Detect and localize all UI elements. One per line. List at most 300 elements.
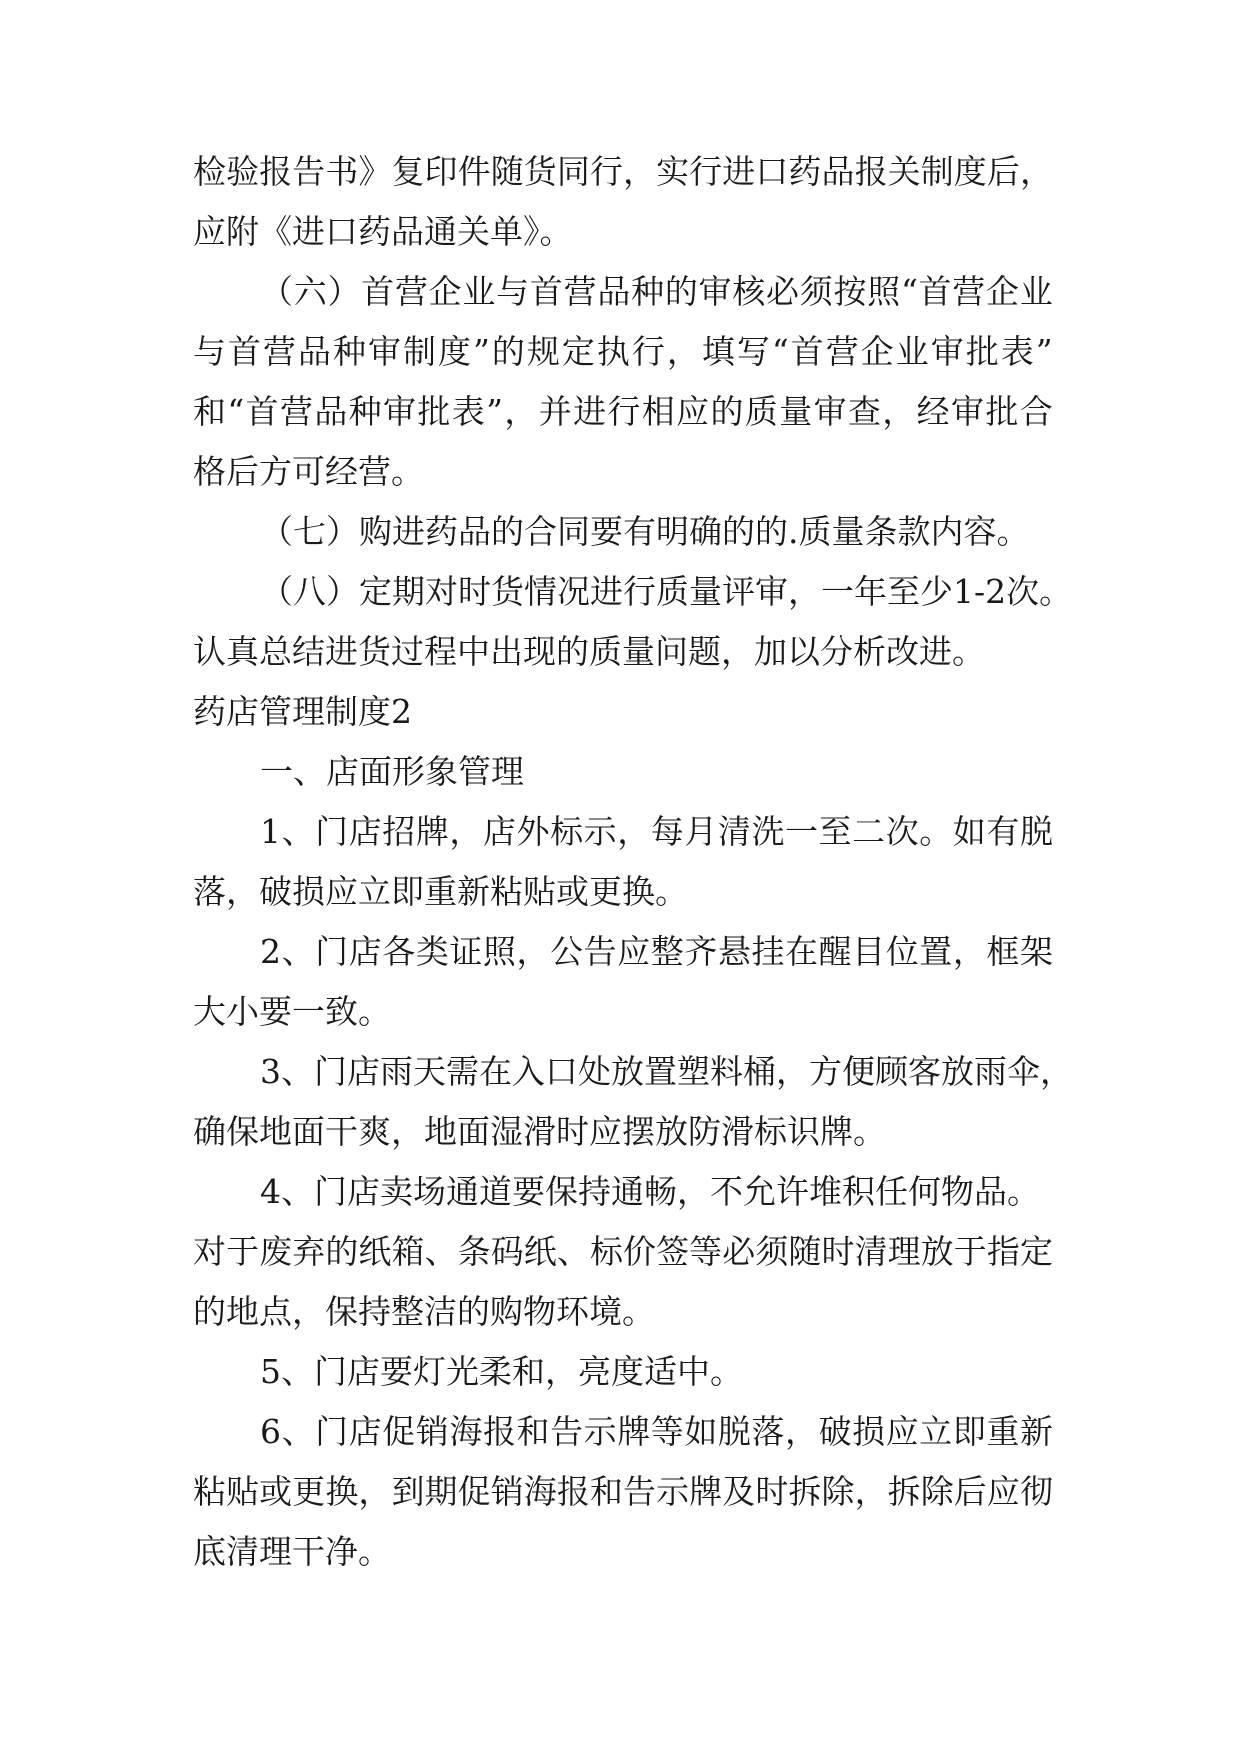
text-glyph: 按	[833, 272, 867, 311]
text-glyph: 放	[941, 1052, 974, 1091]
text-glyph: 填	[701, 332, 735, 371]
text-glyph: 种	[333, 332, 366, 371]
text-glyph: 加	[754, 632, 787, 671]
text-glyph: 审	[813, 392, 847, 431]
text-glyph: ，	[721, 632, 754, 671]
text-glyph: 雨	[380, 1052, 413, 1091]
text-glyph: 箱	[391, 1232, 425, 1271]
text-glyph: 必	[722, 1232, 756, 1271]
text-glyph: 行	[623, 572, 656, 611]
text-glyph: 内	[930, 512, 964, 551]
text-glyph: 持	[578, 1172, 611, 1211]
text-glyph: 照	[482, 932, 516, 971]
text-glyph: 纸	[358, 1232, 392, 1271]
text-glyph: 表	[451, 392, 485, 431]
text-glyph: 题	[688, 632, 721, 671]
text-glyph: 拆	[887, 1472, 921, 1511]
text-glyph: 清	[717, 812, 751, 851]
text-glyph: ，	[623, 152, 657, 191]
text-glyph: 顾	[875, 1052, 908, 1091]
paragraph-line: 落，破损应立即重新粘贴或更换。	[193, 872, 688, 911]
text-glyph: 每	[650, 812, 684, 851]
text-glyph: 条	[864, 512, 898, 551]
text-glyph: 六	[293, 272, 327, 311]
text-glyph: 有	[623, 512, 656, 551]
text-glyph: 废	[259, 1232, 293, 1271]
text-glyph: 执	[596, 332, 630, 371]
text-glyph: 更	[292, 1472, 326, 1511]
text-glyph: 营	[952, 272, 986, 311]
text-glyph: ，	[504, 392, 538, 431]
text-glyph: ）	[326, 572, 359, 611]
text-glyph: 报	[854, 152, 888, 191]
text-glyph: 伞	[1007, 1052, 1040, 1091]
text-glyph: 不	[710, 1172, 743, 1211]
text-glyph: 月	[684, 812, 718, 851]
text-glyph: 、	[281, 812, 315, 851]
text-glyph: 价	[623, 1232, 657, 1271]
text-glyph: ，	[952, 932, 986, 971]
text-glyph: 整	[650, 932, 684, 971]
text-glyph: 度	[953, 152, 987, 191]
text-glyph: 物	[941, 1172, 974, 1211]
text-glyph: 天	[413, 1052, 446, 1091]
text-glyph: 店	[348, 932, 382, 971]
text-glyph: 损	[852, 1412, 886, 1451]
text-glyph: 理	[887, 1232, 921, 1271]
text-glyph: 审	[698, 272, 732, 311]
text-glyph: ，	[788, 572, 821, 611]
text-glyph: 期	[392, 572, 425, 611]
text-glyph: 少	[920, 572, 953, 611]
text-glyph: 审	[930, 332, 964, 371]
text-glyph: 签	[656, 1232, 690, 1271]
text-glyph: 畅	[644, 1172, 677, 1211]
text-glyph: 。	[952, 632, 985, 671]
text-glyph: 检	[193, 152, 226, 191]
text-glyph: 方	[809, 1052, 842, 1091]
text-glyph: 与	[496, 272, 530, 311]
text-glyph: 质	[744, 392, 778, 431]
paragraph-line	[193, 382, 1053, 442]
text-glyph: 除	[920, 1472, 954, 1511]
text-glyph: 评	[722, 572, 755, 611]
paragraph-line	[260, 1402, 1053, 1462]
text-glyph: 。	[996, 512, 1030, 551]
text-glyph: 报	[556, 1472, 590, 1511]
text-glyph: 口	[545, 1052, 578, 1091]
text-glyph: 、	[424, 1232, 458, 1271]
text-glyph: 报	[259, 152, 293, 191]
text-glyph: 的	[722, 512, 755, 551]
text-glyph: 类	[415, 932, 449, 971]
text-glyph: 首	[918, 272, 952, 311]
paragraph-line	[193, 322, 1053, 382]
text-glyph: 弃	[292, 1232, 326, 1271]
text-glyph: 药	[425, 512, 458, 551]
text-glyph: 证	[449, 932, 483, 971]
text-glyph: 照	[867, 272, 901, 311]
text-glyph: 店	[347, 1052, 380, 1091]
text-glyph: 料	[710, 1052, 743, 1091]
text-glyph: 于	[226, 1232, 260, 1271]
text-glyph: 塑	[677, 1052, 710, 1091]
text-glyph: 桶	[743, 1052, 776, 1091]
text-glyph: 定	[1019, 1232, 1053, 1271]
text-glyph: 架	[1019, 932, 1053, 971]
text-glyph: 相	[641, 392, 675, 431]
paragraph-line	[193, 142, 1053, 202]
text-glyph: 海	[449, 1412, 483, 1451]
text-glyph: 店	[347, 1172, 380, 1211]
text-glyph: 一	[821, 572, 854, 611]
text-glyph: 、	[556, 1232, 590, 1271]
text-glyph: 条	[457, 1232, 491, 1271]
text-glyph: 规	[526, 332, 560, 371]
text-glyph: 度	[438, 332, 471, 371]
text-glyph: 合	[1019, 392, 1053, 431]
text-glyph: 进	[919, 632, 952, 671]
text-glyph: .	[788, 512, 799, 551]
text-glyph: 品	[597, 272, 631, 311]
text-glyph: 后	[953, 1472, 987, 1511]
text-glyph: “	[227, 392, 245, 431]
text-glyph: ）	[326, 512, 359, 551]
text-glyph: 脱	[1019, 812, 1053, 851]
text-glyph: 店	[482, 812, 516, 851]
text-glyph: 首	[529, 272, 563, 311]
text-glyph: 质	[656, 572, 689, 611]
text-glyph: 纸	[523, 1232, 557, 1271]
text-glyph: -	[974, 572, 986, 611]
text-glyph: 期	[424, 1472, 458, 1511]
text-glyph: 对	[193, 1232, 226, 1271]
text-glyph: 入	[512, 1052, 545, 1091]
text-glyph: 量	[779, 392, 813, 431]
text-glyph: 货	[491, 572, 524, 611]
text-glyph: 进	[392, 512, 425, 551]
text-glyph: 企	[986, 272, 1020, 311]
paragraph-line	[260, 262, 1053, 322]
text-glyph: 何	[908, 1172, 941, 1211]
text-glyph: ，	[677, 1172, 710, 1211]
text-glyph: ，	[1019, 152, 1053, 191]
text-glyph: 告	[292, 152, 326, 191]
text-glyph: 贴	[226, 1472, 260, 1511]
text-glyph: 的	[556, 632, 589, 671]
text-glyph: 1	[260, 812, 281, 851]
text-glyph: 量	[622, 632, 655, 671]
text-glyph: 外	[516, 812, 550, 851]
text-glyph: 拆	[788, 1472, 822, 1511]
text-glyph: 客	[908, 1052, 941, 1091]
text-glyph: 书	[325, 152, 359, 191]
text-glyph: 1	[953, 572, 974, 611]
text-glyph: 门	[315, 1412, 349, 1451]
text-glyph: 问	[655, 632, 688, 671]
text-glyph: 药	[788, 152, 822, 191]
text-glyph: 在	[785, 932, 818, 971]
text-glyph: 量	[689, 572, 722, 611]
text-glyph: 示	[656, 1472, 690, 1511]
text-glyph: 定	[561, 332, 595, 371]
text-glyph: 要	[590, 512, 623, 551]
text-glyph: 》	[358, 152, 392, 191]
text-glyph: ，	[854, 1472, 888, 1511]
text-glyph: 。	[1007, 1172, 1040, 1211]
text-glyph: 积	[842, 1172, 875, 1211]
text-glyph: 二	[852, 812, 886, 851]
text-glyph: 道	[479, 1172, 512, 1211]
text-glyph: 行	[631, 332, 665, 371]
text-glyph: 在	[479, 1052, 512, 1091]
text-glyph: 至	[818, 812, 852, 851]
text-glyph: ，	[785, 1412, 818, 1451]
text-glyph: 分	[820, 632, 853, 671]
text-glyph: 重	[986, 1412, 1020, 1451]
subsection-heading: 一、店面形象管理	[260, 752, 524, 791]
text-glyph: 和	[589, 1472, 623, 1511]
text-glyph: 款	[897, 512, 931, 551]
text-glyph: 4	[260, 1172, 281, 1211]
text-glyph: 容	[963, 512, 997, 551]
text-glyph: 次	[885, 812, 919, 851]
text-glyph: 、	[281, 1052, 314, 1091]
text-glyph: 实	[656, 152, 690, 191]
text-glyph: 营	[825, 332, 859, 371]
text-glyph: 的	[664, 272, 698, 311]
text-glyph: 时	[755, 1472, 789, 1511]
text-glyph: 同	[556, 152, 590, 191]
text-glyph: ，	[666, 332, 700, 371]
text-glyph: 卖	[380, 1172, 413, 1211]
paragraph-line	[260, 922, 1053, 982]
text-glyph: 种	[631, 272, 665, 311]
text-glyph: 年	[854, 572, 887, 611]
text-glyph: ，	[776, 1052, 809, 1091]
text-glyph: 许	[776, 1172, 809, 1211]
text-glyph: 批	[417, 392, 451, 431]
text-glyph: 过	[391, 632, 424, 671]
text-glyph: 行	[689, 152, 723, 191]
text-glyph: ”	[1035, 332, 1053, 371]
text-glyph: 种	[348, 392, 382, 431]
text-glyph: 等	[650, 1412, 684, 1451]
text-glyph: 与	[193, 332, 226, 371]
paragraph-line	[260, 802, 1053, 862]
text-glyph: 牌	[415, 812, 449, 851]
text-glyph: 清	[854, 1232, 888, 1271]
text-glyph: 业	[462, 272, 496, 311]
text-glyph: ）	[327, 272, 361, 311]
text-glyph: 店	[348, 1412, 382, 1451]
text-glyph: 目	[852, 932, 886, 971]
text-glyph: 后	[986, 152, 1020, 191]
text-glyph: 。	[1039, 572, 1073, 611]
text-glyph: 口	[755, 152, 789, 191]
text-glyph: 框	[986, 932, 1020, 971]
text-glyph: 程	[424, 632, 457, 671]
text-glyph: 放	[611, 1052, 644, 1091]
text-glyph: 随	[788, 1232, 822, 1271]
paragraph-line: 大小要一致。	[193, 992, 391, 1031]
text-glyph: 放	[920, 1232, 954, 1271]
text-glyph: （	[260, 572, 293, 611]
text-glyph: 营	[394, 272, 428, 311]
text-glyph: 以	[787, 632, 820, 671]
text-glyph: 促	[457, 1472, 491, 1511]
text-glyph: 到	[391, 1472, 425, 1511]
text-glyph: 首	[228, 332, 261, 371]
text-glyph: 于	[953, 1232, 987, 1271]
text-glyph: 销	[415, 1412, 449, 1451]
text-glyph: 购	[359, 512, 392, 551]
text-glyph: 品	[974, 1172, 1007, 1211]
text-glyph: 品	[298, 332, 331, 371]
text-glyph: 货	[523, 152, 557, 191]
text-glyph: 粘	[193, 1472, 226, 1511]
text-glyph: 首	[361, 272, 395, 311]
text-glyph: 洗	[751, 812, 785, 851]
text-glyph: “	[771, 332, 789, 371]
paragraph-line	[193, 1222, 1053, 1282]
text-glyph: 堆	[809, 1172, 842, 1211]
text-glyph: 报	[482, 1412, 516, 1451]
text-glyph: 、	[281, 932, 315, 971]
text-glyph: 标	[589, 1232, 623, 1271]
text-glyph: 进	[590, 572, 623, 611]
text-glyph: 如	[684, 1412, 718, 1451]
text-glyph: 如	[952, 812, 986, 851]
text-glyph: 示	[583, 812, 617, 851]
text-glyph: 的	[491, 512, 524, 551]
paragraph-line	[193, 622, 985, 682]
text-glyph: 进	[325, 632, 358, 671]
text-glyph: 质	[798, 512, 832, 551]
text-glyph: 告	[623, 1472, 657, 1511]
text-glyph: 除	[821, 1472, 855, 1511]
text-glyph: 进	[573, 392, 607, 431]
text-glyph: 认	[193, 632, 226, 671]
text-glyph: 2	[260, 932, 281, 971]
text-glyph: 析	[853, 632, 886, 671]
text-glyph: 任	[875, 1172, 908, 1211]
text-glyph: 牌	[617, 1412, 651, 1451]
text-glyph: 量	[831, 512, 865, 551]
text-glyph: 或	[259, 1472, 293, 1511]
text-glyph: 制	[403, 332, 436, 371]
paragraph-line: 应附《进口药品通关单》。	[193, 212, 573, 251]
text-glyph: 、	[281, 1172, 314, 1211]
text-glyph: 牌	[689, 1472, 723, 1511]
text-glyph: 营	[263, 332, 296, 371]
text-glyph: 关	[887, 152, 921, 191]
text-glyph: （	[260, 512, 293, 551]
text-glyph: 应	[885, 1412, 919, 1451]
paragraph-line	[260, 1162, 1040, 1222]
text-glyph: 总	[259, 632, 292, 671]
text-glyph: 醒	[818, 932, 852, 971]
text-glyph: 进	[722, 152, 756, 191]
text-glyph: 和	[516, 1412, 550, 1451]
text-glyph: 表	[1000, 332, 1034, 371]
text-glyph: 门	[314, 1172, 347, 1211]
text-glyph: 审	[383, 392, 417, 431]
text-glyph: 质	[589, 632, 622, 671]
text-glyph: 制	[920, 152, 954, 191]
text-glyph: 至	[887, 572, 920, 611]
section-heading: 药店管理制度2	[193, 692, 412, 731]
text-glyph: 悬	[717, 932, 751, 971]
text-glyph: 通	[611, 1172, 644, 1211]
text-glyph: 换	[325, 1472, 359, 1511]
paragraph-line	[193, 1462, 1053, 1522]
text-glyph: 各	[382, 932, 416, 971]
text-glyph: 等	[689, 1232, 723, 1271]
text-glyph: 首	[790, 332, 824, 371]
text-glyph: 业	[1019, 272, 1053, 311]
text-glyph: 八	[293, 572, 326, 611]
text-glyph: 雨	[974, 1052, 1007, 1091]
paragraph-line	[260, 1042, 1073, 1102]
text-glyph: 便	[842, 1052, 875, 1091]
text-glyph: 脱	[717, 1412, 751, 1451]
text-glyph: 落	[751, 1412, 785, 1451]
text-glyph: 置	[644, 1052, 677, 1091]
text-glyph: 应	[676, 392, 710, 431]
text-glyph: 和	[193, 392, 226, 431]
text-glyph: 、	[281, 1412, 315, 1451]
text-glyph: 置	[919, 932, 953, 971]
text-glyph: 海	[523, 1472, 557, 1511]
text-glyph: 的	[491, 332, 525, 371]
text-glyph: ，	[449, 812, 483, 851]
text-glyph: 的	[710, 392, 744, 431]
paragraph-line: 底清理干净。	[193, 1532, 391, 1571]
text-glyph: 货	[358, 632, 391, 671]
text-glyph: 应	[986, 1472, 1020, 1511]
text-glyph: 审	[951, 392, 985, 431]
text-glyph: 品	[821, 152, 855, 191]
text-glyph: 首	[245, 392, 279, 431]
text-glyph: 次	[1006, 572, 1040, 611]
paragraph-line	[260, 562, 1073, 622]
text-glyph: 定	[359, 572, 392, 611]
text-glyph: 新	[1019, 1412, 1053, 1451]
text-glyph: 营	[279, 392, 313, 431]
text-glyph: 须	[799, 272, 833, 311]
text-glyph: ，	[1040, 1052, 1073, 1091]
text-glyph: 通	[446, 1172, 479, 1211]
text-glyph: 挂	[751, 932, 785, 971]
text-glyph: 标	[550, 812, 584, 851]
text-glyph: 门	[315, 932, 349, 971]
paragraph-line: 的地点，保持整洁的购物环境。	[193, 1292, 655, 1331]
text-glyph: 告	[550, 1412, 584, 1451]
text-glyph: 需	[446, 1052, 479, 1091]
text-glyph: 并	[538, 392, 572, 431]
text-glyph: 改	[886, 632, 919, 671]
text-glyph: 招	[382, 812, 416, 851]
text-glyph: 企	[428, 272, 462, 311]
text-glyph: 破	[818, 1412, 852, 1451]
text-glyph: 允	[743, 1172, 776, 1211]
text-glyph: “	[900, 272, 918, 311]
text-glyph: 印	[424, 152, 458, 191]
text-glyph: 结	[292, 632, 325, 671]
text-glyph: 写	[736, 332, 770, 371]
text-glyph: 查	[847, 392, 881, 431]
